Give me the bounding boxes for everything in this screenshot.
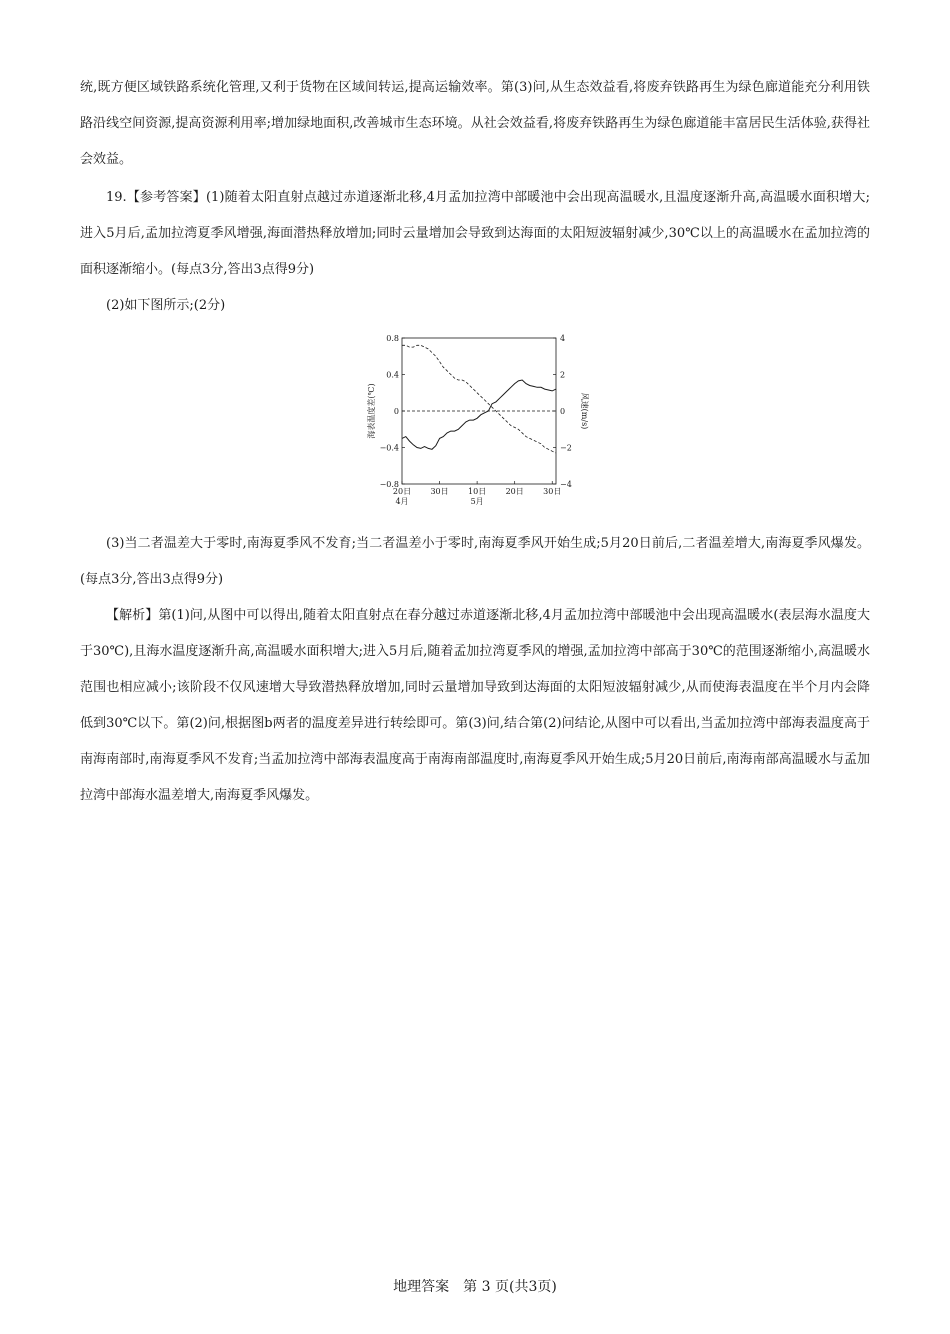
x-tick-label: 10日 <box>468 487 487 496</box>
answer-19-part2-text: (2)如下图所示;(2分) <box>106 298 226 313</box>
y-right-tick-label: 4 <box>560 334 566 343</box>
analysis-label: 【解析】 <box>106 608 159 623</box>
answer-19-label: 19.【参考答案】 <box>106 190 206 205</box>
x-tick-label: 20日 <box>505 487 524 496</box>
y-left-tick-label: −0.4 <box>379 443 399 453</box>
y-right-tick-label: 2 <box>560 370 566 380</box>
answer-19-part2 <box>80 288 870 324</box>
y-right-axis-label: 风速(m/s) <box>580 392 589 430</box>
analysis-paragraph <box>80 598 870 814</box>
paragraph-text: 统,既方便区域铁路系统化管理,又利于货物在区域间转运,提高运输效率。第(3)问,从生态效益看,将废弃铁路再生为绿色廊道能充分利用铁路沿线空间资源,提高资源利用率;增加绿地面积,改善城市生态环境。从社会效益看,将废弃铁路再生为绿色廊道能丰富居民生活体验,获得社会效益。 <box>80 80 870 167</box>
x-tick-label: 30日 <box>430 487 449 496</box>
x-month-label: 4月 <box>395 497 409 506</box>
answer-19-part1 <box>80 180 870 288</box>
analysis-text: 第(1)问,从图中可以得出,随着太阳直射点在春分越过赤道逐渐北移,4月孟加拉湾中部暖池中会出现高温暖水(表层海水温度大于30℃),且海水温度逐渐升高,高温暖水面积增大;进入5月后,随着孟加拉湾夏季风的增强,孟加拉湾中部高于30℃的范围逐渐缩小,高温暖水范围也相应减小;该阶段不仅风速增大导致潜热释放增加,同时云量增加导致到达海面的太阳短波辐射减少,从而使海表温度在半个月内会降低到30℃以下。第(2)问,根据图b两者的温度差异进行转绘即可。第(3)问,结合第(2)问结论,从图中可以看出,当孟加拉湾中部海表温度高于南海南部时,南海夏季风不发育;当孟加拉湾中部海表温度高于南海南部温度时,南海夏季风开始生成;5月20日前后,南海南部高温暖水与孟加拉湾中部海水温差增大,南海夏季风爆发。 <box>80 608 870 803</box>
y-left-tick-label: 0.8 <box>386 334 399 343</box>
y-left-axis-label: 海表温度差(℃) <box>367 383 376 439</box>
answer-19-part3-text: (3)当二者温差大于零时,南海夏季风不发育;当二者温差小于零时,南海夏季风开始生成;5月20日前后,二者温差增大,南海夏季风爆发。(每点3分,答出3点得9分) <box>80 536 870 587</box>
answer-19-part3 <box>80 526 870 598</box>
y-right-tick-label: 0 <box>560 407 566 416</box>
sst-wind-chart <box>360 328 590 516</box>
y-left-tick-label: 0.4 <box>386 370 399 380</box>
page-footer: 地理答案 第 3 页(共3页) <box>393 1279 557 1295</box>
y-left-tick-label: 0 <box>393 407 399 416</box>
sst-difference-line <box>402 380 556 449</box>
x-tick-label: 30日 <box>543 487 562 496</box>
paragraph-railway-answer <box>80 70 870 178</box>
x-month-label: 5月 <box>470 497 484 506</box>
x-tick-label: 20日 <box>392 487 412 496</box>
answer-19-part1-text: (1)随着太阳直射点越过赤道逐渐北移,4月孟加拉湾中部暖池中会出现高温暖水,且温度逐渐升高,高温暖水面积增大;进入5月后,孟加拉湾夏季风增强,海面潜热释放增加;同时云量增加会导致到达海面的太阳短波辐射减少,30℃以上的高温暖水在孟加拉湾的面积逐渐缩小。(每点3分,答出3点得9分) <box>80 190 870 277</box>
y-right-tick-label: −4 <box>560 480 572 489</box>
wind-speed-line <box>402 345 556 453</box>
y-left-tick-label: −0.8 <box>379 480 399 489</box>
y-right-tick-label: −2 <box>560 443 572 453</box>
